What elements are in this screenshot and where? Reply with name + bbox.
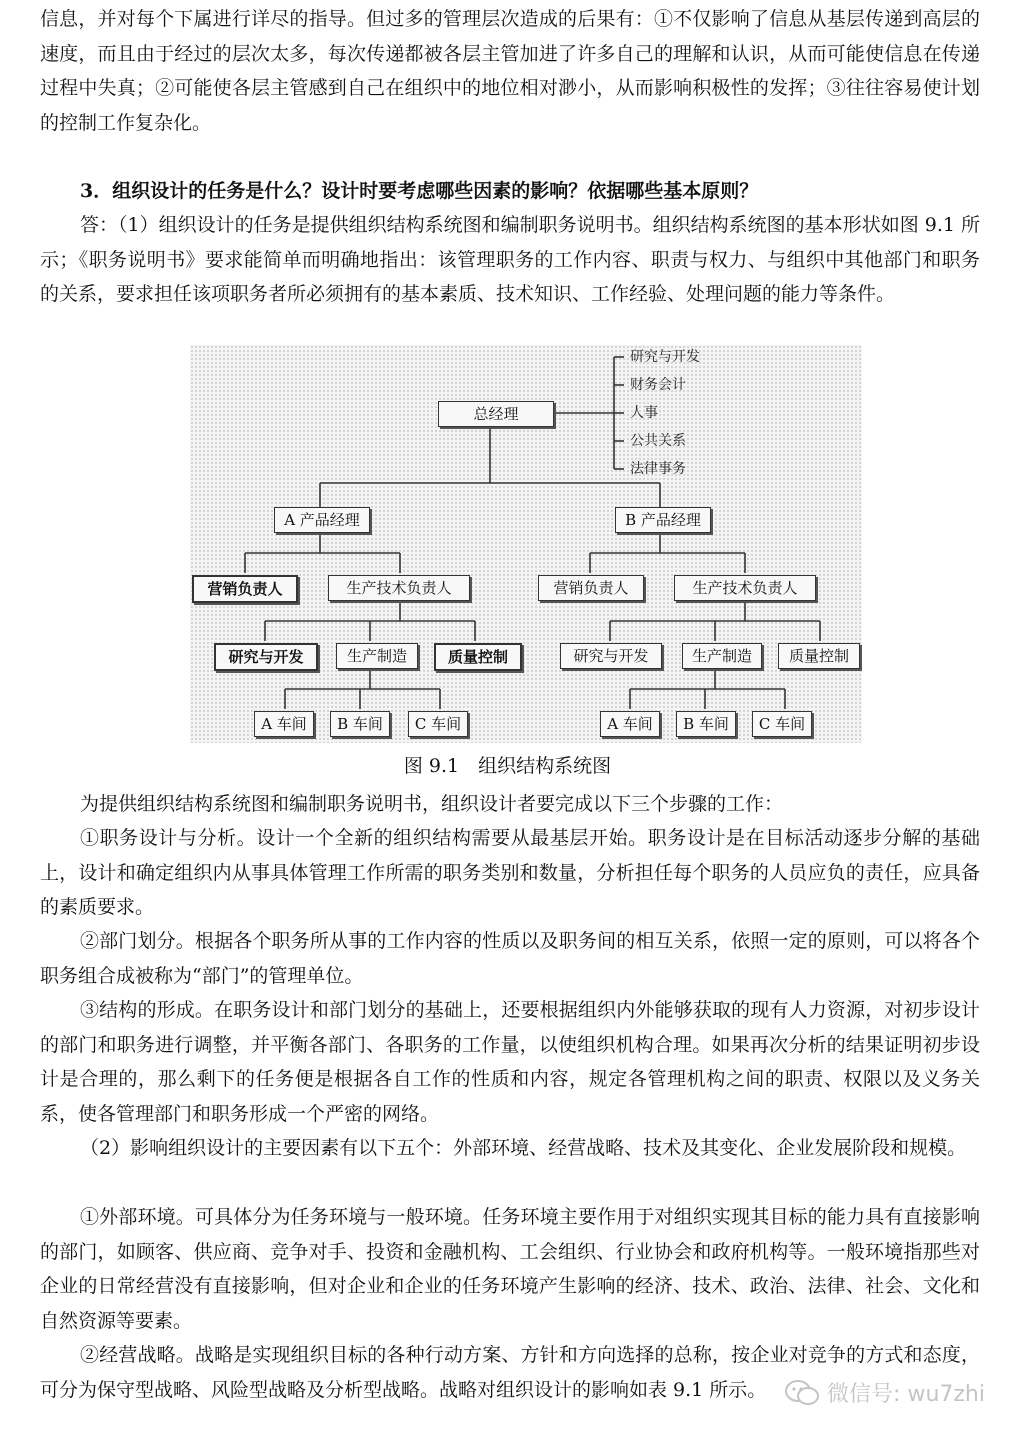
b-workshop-box: B 车间 <box>676 711 736 737</box>
a-function-box: 质量控制 <box>434 643 522 671</box>
paragraph-management-levels: 信息，并对每个下属进行详尽的指导。但过多的管理层次造成的后果有：①不仅影响了信息从基层传递到高层的速度，而且由于经过的层次太多，每次传递都被各层主管加进了许多自己的理解和认识，从而可能使信息在传递过程中失真；②可能使各层主管感到自己在组织中的地位相对渺小，从而影响积极性的发挥；③往往容易使计划的控制工作复杂化。 <box>40 8 980 134</box>
watermark-text: 微信号: wu7zhi <box>827 1382 985 1407</box>
steps-intro: 为提供组织结构系统图和编制职务说明书，组织设计者要完成以下三个步骤的工作： <box>80 793 784 815</box>
a-function-box: 研究与开发 <box>214 643 318 671</box>
product-b-manager-box: B 产品经理 <box>615 507 711 533</box>
question-heading: 3．组织设计的任务是什么？设计时要考虑哪些因素的影响？依据哪些基本原则？ <box>80 180 759 202</box>
wechat-icon <box>785 1379 819 1407</box>
a-workshop-box: A 车间 <box>254 711 314 737</box>
staff-item: 财务会计 <box>630 377 686 393</box>
b-function-box: 研究与开发 <box>560 643 662 669</box>
b-workshop-box: A 车间 <box>600 711 660 737</box>
step-departmentalization: ②部门划分。根据各个职务所从事的工作内容的性质以及职务间的相互关系，依照一定的原则，可以将各个职务组合成被称为“部门”的管理单位。 <box>40 930 980 987</box>
staff-item: 人事 <box>630 405 658 421</box>
step-structure-formation: ③结构的形成。在职务设计和部门划分的基础上，还要根据组织内外能够获取的现有人力资源，对初步设计的部门和职务进行调整，并平衡各部门、各职务的工作量，以使组织机构合理。如果再次分析的结果证明初步设计是合理的，那么剩下的任务便是根据各自工作的性质和内容，规定各管理机构之间的职责、权限以及义务关系，使各管理部门和职务形成一个严密的网络。 <box>40 999 980 1125</box>
factor-strategy: ②经营战略。战略是实现组织目标的各种行动方案、方针和方向选择的总称，按企业对竞争的方式和态度，可分为保守型战略、风险型战略及分析型战略。战略对组织设计的影响如表 9.1 所示。 <box>40 1344 980 1401</box>
a-marketing-box: 营销负责人 <box>192 575 298 603</box>
factors-intro: （2）影响组织设计的主要因素有以下五个：外部环境、经营战略、技术及其变化、企业发展阶段和规模。 <box>80 1137 967 1159</box>
general-manager-box: 总经理 <box>438 401 554 427</box>
b-production-box: 生产技术负责人 <box>674 575 816 601</box>
b-function-box: 质量控制 <box>778 643 860 669</box>
staff-item: 公共关系 <box>630 433 686 449</box>
b-marketing-box: 营销负责人 <box>538 575 644 601</box>
b-function-box: 生产制造 <box>682 643 762 669</box>
wechat-watermark <box>785 1377 985 1408</box>
a-production-box: 生产技术负责人 <box>328 575 470 601</box>
factor-external-environment: ①外部环境。可具体分为任务环境与一般环境。任务环境主要作用于对组织实现其目标的能力具有直接影响的部门，如顾客、供应商、竞争对手、投资和金融机构、工会组织、行业协会和政府机构等。一般环境指那些对企业的日常经营没有直接影响，但对企业和企业的任务环境产生影响的经济、技术、政治、法律、社会、文化和自然资源等要素。 <box>40 1206 980 1332</box>
a-workshop-box: B 车间 <box>330 711 390 737</box>
a-workshop-box: C 车间 <box>408 711 468 737</box>
org-chart-figure <box>190 345 862 743</box>
figure-caption: 图 9.1 组织结构系统图 <box>403 755 612 777</box>
staff-item: 研究与开发 <box>630 349 700 365</box>
a-function-box: 生产制造 <box>336 643 418 669</box>
step-job-design: ①职务设计与分析。设计一个全新的组织结构需要从最基层开始。职务设计是在目标活动逐步分解的基础上，设计和确定组织内从事具体管理工作所需的职务类别和数量，分析担任每个职务的人员应负的责任，应具备的素质要求。 <box>40 827 980 918</box>
answer-paragraph: 答：（1）组织设计的任务是提供组织结构系统图和编制职务说明书。组织结构系统图的基本形状如图 9.1 所示；《职务说明书》要求能简单而明确地指出：该管理职务的工作内容、职责与权力、与组织中其他部门和职务的关系，要求担任该项职务者所必须拥有的基本素质、技术知识、工作经验、处理问题的能力等条件。 <box>40 214 980 305</box>
product-a-manager-box: A 产品经理 <box>274 507 370 533</box>
staff-item: 法律事务 <box>630 461 686 477</box>
b-workshop-box: C 车间 <box>752 711 812 737</box>
